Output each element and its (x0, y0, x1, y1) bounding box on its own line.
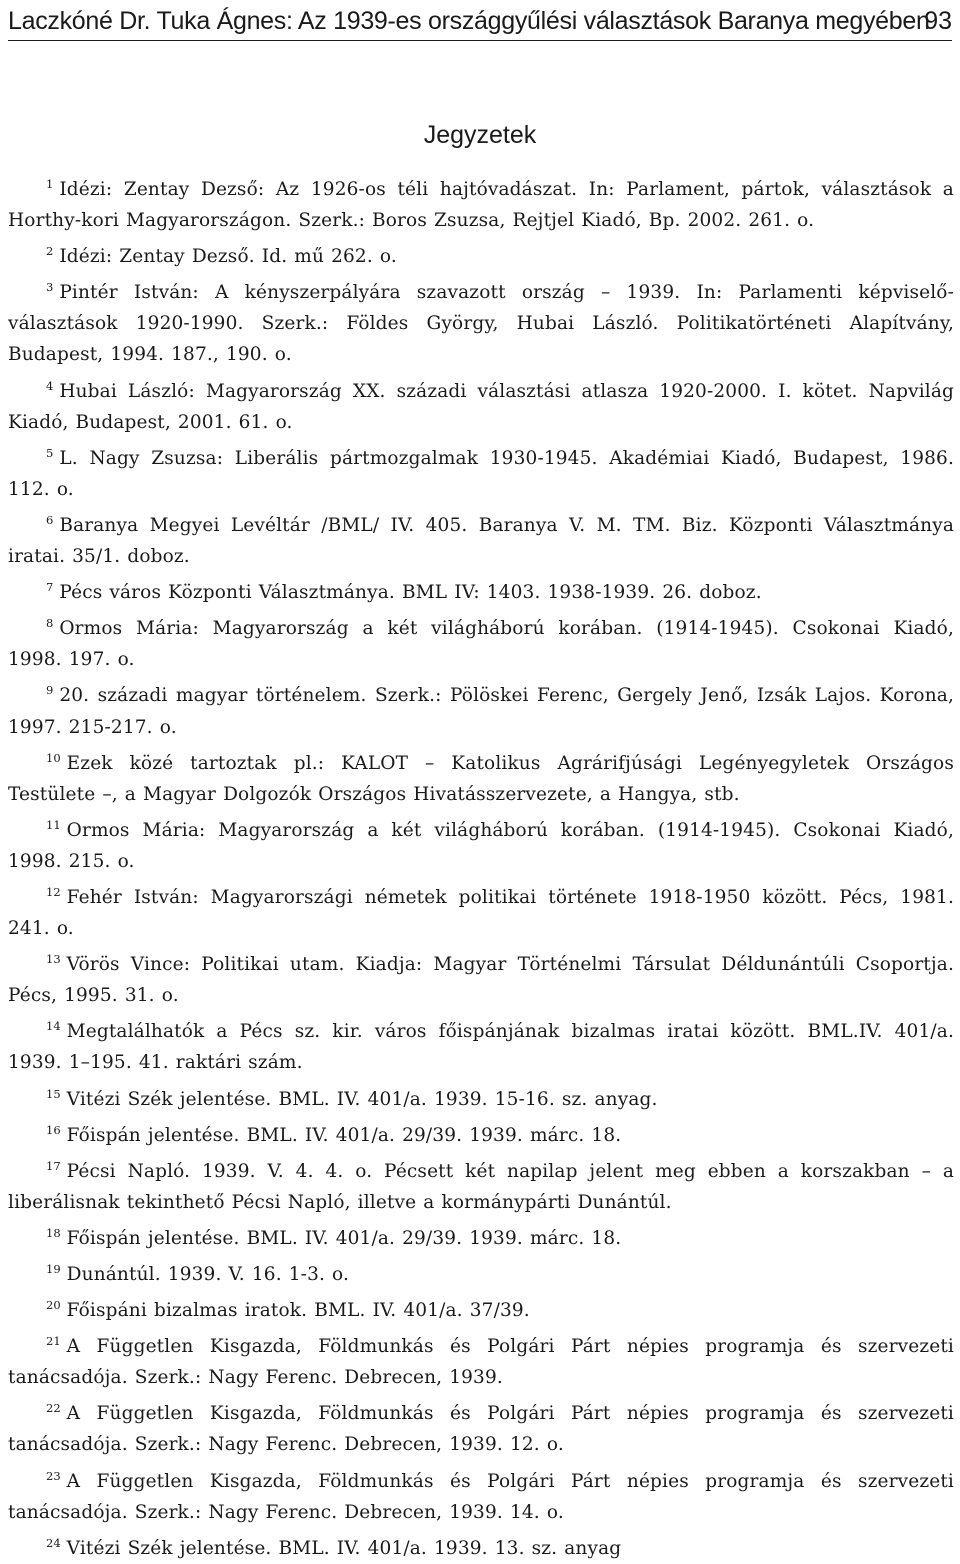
endnote-text: Pécsi Napló. 1939. V. 4. 4. o. Pécsett két napilap jelent meg ebben a korszakban – a liberálisnak tekinthető Pécsi Napló, illetve a kormánypárti Dunántúl. (8, 1160, 954, 1213)
endnote-text: Vitézi Szék jelentése. BML. IV. 401/a. 1939. 13. sz. anyag (66, 1537, 622, 1559)
endnote-number: 21 (46, 1334, 61, 1349)
endnote-6 (8, 505, 954, 572)
endnote-text: Vitézi Szék jelentése. BML. IV. 401/a. 1939. 15-16. sz. anyag. (66, 1088, 658, 1110)
endnote-text: Vörös Vince: Politikai utam. Kiadja: Magyar Történelmi Társulat Déldunántúli Csoportja. Pécs, 1995. 31. o. (8, 954, 954, 1007)
endnote-17 (8, 1151, 954, 1218)
endnote-10 (8, 743, 954, 810)
endnote-9 (8, 675, 954, 742)
endnote-number: 6 (46, 512, 54, 527)
endnote-number: 19 (46, 1262, 61, 1276)
endnote-text: Fehér István: Magyarországi németek politikai története 1918-1950 között. Pécs, 1981. 241. o. (8, 886, 954, 940)
endnote-number: 7 (46, 580, 54, 595)
header-divider (8, 40, 952, 41)
endnote-text: Főispán jelentése. BML. IV. 401/a. 29/39. 1939. márc. 18. (66, 1227, 622, 1249)
endnote-3 (8, 272, 954, 370)
endnote-text: Ormos Mária: Magyarország a két világháború korában. (1914-1945). Csokonai Kiadó, 1998. 197. o. (8, 618, 954, 671)
endnote-text: Főispáni bizalmas iratok. BML. IV. 401/a. 37/39. (66, 1300, 530, 1322)
endnote-text: A Független Kisgazda, Földmunkás és Polgári Párt népies programja és szervezeti tanácsadója. Szerk.: Nagy Ferenc. Debrecen, 1939. 12. o. (8, 1403, 954, 1456)
endnote-text: A Független Kisgazda, Földmunkás és Polgári Párt népies programja és szervezeti tanácsadója. Szerk.: Nagy Ferenc. Debrecen, 1939. 14. o. (8, 1470, 954, 1523)
endnote-18 (8, 1218, 954, 1254)
endnote-text: Idézi: Zentay Dezső. Id. mű 262. o. (59, 246, 397, 268)
endnote-text: Idézi: Zentay Dezső: Az 1926-os téli hajtóvadászat. In: Parlament, pártok, választások a Horthy-kori Magyarországon. Szerk.: Boros Zsuzsa, Rejtjel Kiadó, Bp. 2002. 261. o. (8, 179, 954, 232)
section-title: Jegyzetek (423, 121, 537, 149)
endnote-number: 20 (46, 1298, 61, 1313)
endnote-number: 2 (46, 244, 54, 259)
endnote-number: 16 (46, 1122, 61, 1137)
endnote-number: 10 (46, 750, 61, 765)
endnote-text: Ormos Mária: Magyarország a két világháború korában. (1914-1945). Csokonai Kiadó, 1998. 215. o. (8, 819, 954, 872)
endnote-number: 4 (46, 378, 54, 393)
endnote-text: A Független Kisgazda, Földmunkás és Polgári Párt népies programja és szervezeti tanácsadója. Szerk.: Nagy Ferenc. Debrecen, 1939. (8, 1336, 954, 1389)
endnote-text: Főispán jelentése. BML. IV. 401/a. 29/39. 1939. márc. 18. (66, 1124, 622, 1146)
endnote-2 (8, 236, 954, 272)
endnote-text: Hubai László: Magyarország XX. századi választási atlasza 1920-2000. I. kötet. Napvilág Kiadó, Budapest, 2001. 61. o. (8, 380, 954, 433)
endnote-5 (8, 438, 954, 505)
endnote-text: Pintér István: A kényszerpályára szavazott ország – 1939. In: Parlamenti képviselő-választások 1920-1990. Szerk.: Földes György, Hubai László. Politikatörténeti Alapítvány, Budapest, 1994. 187., 190. o. (8, 282, 954, 366)
endnote-number: 23 (46, 1468, 61, 1483)
endnote-number: 24 (46, 1535, 61, 1550)
endnote-7 (8, 572, 954, 608)
endnote-text: Megtalálhatók a Pécs sz. kir. város főispánjának bizalmas iratai között. BML.IV. 401/a. 1939. 1–195. 41. raktári szám. (8, 1021, 954, 1074)
endnote-text: Pécs város Központi Választmánya. BML IV: 1403. 1938-1939. 26. doboz. (59, 582, 762, 604)
endnote-23 (8, 1461, 954, 1528)
endnote-11 (8, 810, 954, 877)
endnote-13 (8, 944, 954, 1011)
endnote-number: 11 (46, 817, 61, 832)
endnote-15 (8, 1079, 954, 1115)
endnote-4 (8, 371, 954, 438)
endnote-number: 12 (46, 884, 61, 899)
endnote-8 (8, 608, 954, 675)
endnote-number: 14 (46, 1019, 61, 1034)
endnote-number: 3 (46, 280, 54, 295)
endnote-number: 1 (46, 177, 54, 191)
endnote-number: 18 (46, 1225, 61, 1240)
endnote-number: 17 (46, 1158, 61, 1173)
endnote-22 (8, 1393, 954, 1460)
endnote-text: 20. századi magyar történelem. Szerk.: Pölöskei Ferenc, Gergely Jenő, Izsák Lajos. Korona, 1997. 215-217. o. (8, 685, 954, 738)
endnote-21 (8, 1326, 954, 1393)
endnote-14 (8, 1011, 954, 1078)
endnote-text: Dunántúl. 1939. V. 16. 1-3. o. (66, 1264, 350, 1285)
endnote-number: 22 (46, 1401, 61, 1416)
endnote-12 (8, 877, 954, 944)
endnote-number: 9 (46, 683, 54, 698)
endnote-1 (8, 169, 954, 236)
endnote-text: Ezek közé tartoztak pl.: KALOT – Katolikus Agrárifjúsági Legényegyletek Országos Testülete –, a Magyar Dolgozók Országos Hivatásszervezete, a Hangya, stb. (8, 752, 954, 805)
endnote-19 (8, 1254, 954, 1290)
running-header (8, 4, 952, 38)
endnote-text: L. Nagy Zsuzsa: Liberális pártmozgalmak 1930-1945. Akadémiai Kiadó, Budapest, 1986. 112. o. (8, 447, 954, 500)
endnote-16 (8, 1115, 954, 1151)
header-title: Laczkóné Dr. Tuka Ágnes: Az 1939-es országgyűlési választások Baranya megyében (8, 7, 930, 35)
page-number: 93 (924, 7, 952, 35)
endnotes-list (8, 169, 954, 1564)
endnote-number: 8 (46, 616, 54, 631)
endnote-24 (8, 1528, 954, 1564)
endnote-number: 15 (46, 1086, 61, 1101)
endnote-20 (8, 1290, 954, 1326)
endnote-number: 5 (46, 445, 54, 460)
endnote-text: Baranya Megyei Levéltár /BML/ IV. 405. Baranya V. M. TM. Biz. Központi Választmánya iratai. 35/1. doboz. (8, 514, 954, 568)
endnote-number: 13 (46, 952, 61, 967)
